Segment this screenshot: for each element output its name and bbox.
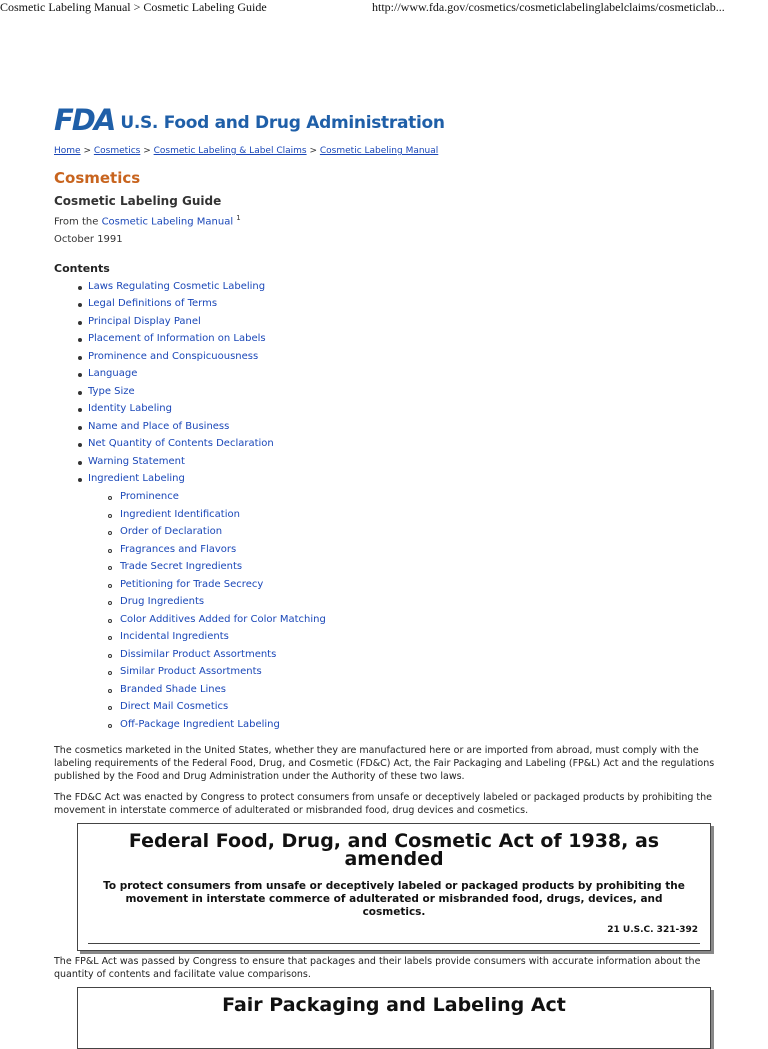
toc-subitem[interactable]: Petitioning for Trade Secrecy (120, 579, 264, 590)
toc-item-display-panel[interactable]: Principal Display Panel (88, 316, 201, 327)
bullet-icon (78, 373, 82, 377)
circle-bullet-icon (108, 496, 112, 500)
breadcrumb-manual-link[interactable]: Cosmetic Labeling Manual (319, 146, 439, 156)
page-title: Cosmetic Labeling Guide (54, 194, 222, 208)
toc-subitem[interactable]: Trade Secret Ingredients (120, 561, 243, 572)
bullet-icon (78, 461, 82, 465)
circle-bullet-icon (108, 549, 112, 553)
circle-bullet-icon (108, 514, 112, 518)
intro-paragraph: The cosmetics marketed in the United States, whether they are manufactured here or are imported from abroad, must comply with the labeling requirements of the Federal Food, Drug, and Cosmetic (FD&C) Act, the Fair Packaging and Labeling (FP&L) Act and the regulations published by the Food and Drug Administration under the Authority of these two laws. (54, 745, 715, 782)
circle-bullet-icon (108, 724, 112, 728)
bullet-icon (78, 426, 82, 430)
toc-item-laws[interactable]: Laws Regulating Cosmetic Labeling (88, 281, 266, 292)
toc-item-ingredient-labeling[interactable]: Ingredient Labeling (88, 473, 185, 484)
fda-agency-name: U.S. Food and Drug Administration (120, 113, 445, 133)
circle-bullet-icon (108, 566, 112, 570)
bullet-icon (78, 321, 82, 325)
bullet-icon (78, 356, 82, 360)
breadcrumb-home-link[interactable]: Home (54, 146, 81, 156)
toc-item-identity[interactable]: Identity Labeling (88, 403, 172, 414)
contents-heading: Contents (54, 262, 110, 275)
breadcrumb-separator: > (309, 146, 318, 156)
circle-bullet-icon (108, 689, 112, 693)
circle-bullet-icon (108, 619, 112, 623)
toc-item-warning[interactable]: Warning Statement (88, 456, 185, 467)
toc-subitem[interactable]: Prominence (120, 491, 179, 502)
breadcrumb (54, 146, 438, 156)
fdc-act-box (77, 823, 711, 951)
breadcrumb-cosmetics-link[interactable]: Cosmetics (93, 146, 141, 156)
toc-item-definitions[interactable]: Legal Definitions of Terms (88, 298, 218, 309)
toc-subitem[interactable]: Order of Declaration (120, 526, 223, 537)
bullet-icon (78, 338, 82, 342)
bullet-icon (78, 286, 82, 290)
bullet-icon (78, 303, 82, 307)
fdc-paragraph: The FD&C Act was enacted by Congress to protect consumers from unsafe or deceptively labeled or packaged products by prohibiting the movement in interstate commerce of adulterated or misbranded food, drug devices and cosmetics. (54, 792, 712, 816)
section-title: Cosmetics (54, 169, 141, 187)
bullet-icon (78, 408, 82, 412)
circle-bullet-icon (108, 531, 112, 535)
toc-item-net-quantity[interactable]: Net Quantity of Contents Declaration (88, 438, 274, 449)
circle-bullet-icon (108, 584, 112, 588)
toc-subitem[interactable]: Drug Ingredients (120, 596, 205, 607)
toc-item-language[interactable]: Language (88, 368, 138, 379)
fdc-act-title: Federal Food, Drug, and Cosmetic Act of 1938, as amended (128, 830, 660, 870)
toc-item-name-place[interactable]: Name and Place of Business (88, 421, 230, 432)
toc-subitem[interactable]: Direct Mail Cosmetics (120, 701, 229, 712)
source-line (54, 214, 241, 227)
toc-subitem[interactable]: Branded Shade Lines (120, 684, 227, 695)
fdc-act-citation: 21 U.S.C. 321-392 (607, 925, 698, 935)
bullet-icon (78, 391, 82, 395)
fda-logo[interactable] (54, 103, 445, 137)
toc-subitem[interactable]: Incidental Ingredients (120, 631, 229, 642)
fpl-paragraph: The FP&L Act was passed by Congress to ensure that packages and their labels provide consumers with accurate information about the quantity of contents and facilitate value comparisons. (54, 956, 701, 980)
toc-subitem[interactable]: Similar Product Assortments (120, 666, 262, 677)
breadcrumb-separator: > (83, 146, 91, 156)
address-url[interactable]: http://www.fda.gov/cosmetics/cosmeticlabelinglabelclaims/cosmeticlab... (372, 0, 725, 14)
publication-date: October 1991 (54, 234, 123, 245)
browser-header (0, 0, 768, 14)
circle-bullet-icon (108, 636, 112, 640)
toc-subitem[interactable]: Ingredient Identification (120, 509, 240, 520)
circle-bullet-icon (108, 654, 112, 658)
circle-bullet-icon (108, 601, 112, 605)
fpl-act-title: Fair Packaging and Labeling Act (222, 994, 566, 1016)
toc-subitem[interactable]: Off-Package Ingredient Labeling (120, 719, 280, 730)
page-tab-title: Cosmetic Labeling Manual > Cosmetic Labeling Guide (0, 0, 267, 14)
circle-bullet-icon (108, 706, 112, 710)
toc-item-prominence[interactable]: Prominence and Conspicuousness (88, 351, 259, 362)
toc-item-placement[interactable]: Placement of Information on Labels (88, 333, 266, 344)
source-prefix: From the (54, 216, 99, 228)
toc-subitem[interactable]: Color Additives Added for Color Matching (120, 614, 326, 625)
source-manual-link[interactable]: Cosmetic Labeling Manual (101, 216, 234, 228)
toc-subitem[interactable]: Dissimilar Product Assortments (120, 649, 277, 660)
fpl-act-box (77, 987, 711, 1049)
fda-logo-mark: FDA (54, 103, 115, 137)
toc-subitem[interactable]: Fragrances and Flavors (120, 544, 237, 555)
bullet-icon (78, 443, 82, 447)
footnote-marker[interactable]: 1 (236, 214, 241, 222)
breadcrumb-separator: > (143, 146, 151, 156)
breadcrumb-claims-link[interactable]: Cosmetic Labeling & Label Claims (153, 146, 307, 156)
bullet-icon (78, 478, 82, 482)
toc-item-type-size[interactable]: Type Size (88, 386, 135, 397)
fdc-act-purpose: To protect consumers from unsafe or deceptively labeled or packaged products by prohibiting the movement in interstate commerce of adulterated or misbranded food, drugs, devices, and cosmetics. (103, 880, 685, 918)
circle-bullet-icon (108, 671, 112, 675)
